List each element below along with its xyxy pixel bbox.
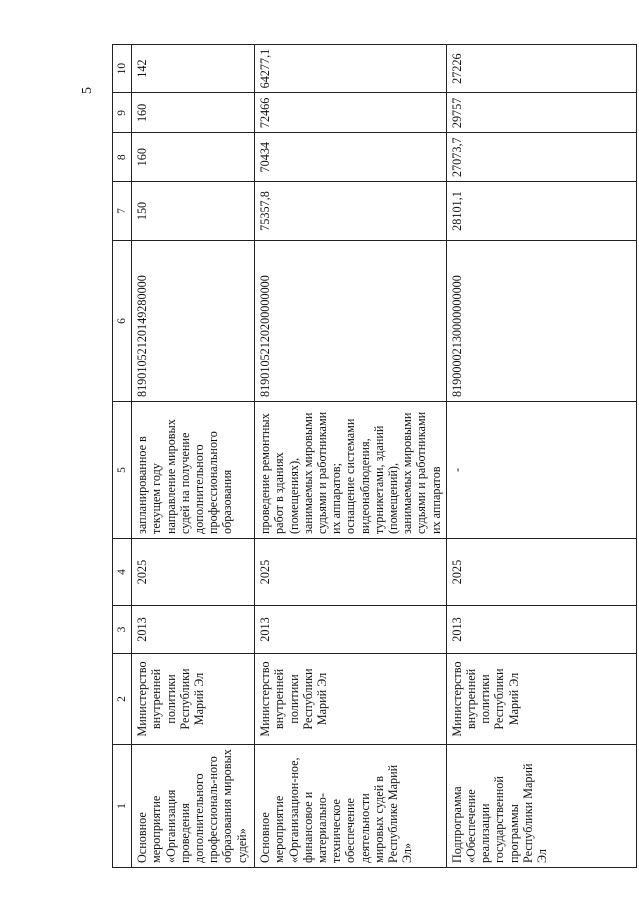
cell-budget-code: 81901052120200000000: [255, 241, 447, 402]
column-header: 8: [113, 133, 132, 182]
program-measures-table: [112, 44, 637, 868]
column-header: 7: [113, 182, 132, 241]
table-row: [446, 44, 636, 867]
table-header-row: [113, 44, 132, 867]
cell-value-col9: 72466: [255, 93, 447, 133]
cell-value-col9: 160: [132, 93, 255, 133]
cell-value-col10: 64277,1: [255, 44, 447, 93]
cell-value-col7: 28101,1: [446, 182, 636, 241]
column-header: 5: [113, 402, 132, 539]
cell-value-col8: 70434: [255, 133, 447, 182]
cell-start-year: 2013: [132, 606, 255, 654]
cell-budget-code: 81900002130000000000: [446, 241, 636, 402]
cell-expected-result: запланированное в текущем году направление мировых судей на получение дополнительного профессионального образования: [132, 402, 255, 539]
column-header: 2: [113, 654, 132, 745]
cell-expected-result: -: [446, 402, 636, 539]
cell-value-col9: 29757: [446, 93, 636, 133]
cell-value-col8: 27073,7: [446, 133, 636, 182]
cell-start-year: 2013: [255, 606, 447, 654]
cell-start-year: 2013: [446, 606, 636, 654]
cell-measure-name: Основное мероприятие «Организация проведения дополнительного профессиональ-ного образования мировых судей»: [132, 745, 255, 868]
cell-measure-name: Подпрограмма «Обеспечение реализации государственной программы Республики Марий Эл: [446, 745, 636, 868]
cell-value-col10: 27226: [446, 44, 636, 93]
page-number: 5: [80, 87, 95, 94]
column-header: 3: [113, 606, 132, 654]
cell-end-year: 2025: [132, 539, 255, 606]
column-header: 4: [113, 539, 132, 606]
cell-end-year: 2025: [446, 539, 636, 606]
cell-executor: Министерство внутренней политики Республики Марий Эл: [255, 654, 447, 745]
cell-expected-result: проведение ремонтных работ в зданиях (помещениях), занимаемых мировыми судьями и работниками их аппаратов; оснащение системами видеонаблюдения, турникетами, зданий (помещений), занимаемых мировыми судьями и работниками их аппаратов: [255, 402, 447, 539]
column-header: 6: [113, 241, 132, 402]
column-header: 1: [113, 745, 132, 868]
column-header: 9: [113, 93, 132, 133]
column-header: 10: [113, 44, 132, 93]
cell-executor: Министерство внутренней политики Республики Марий Эл: [446, 654, 636, 745]
table-row: [255, 44, 447, 867]
cell-value-col7: 75357,8: [255, 182, 447, 241]
cell-value-col8: 160: [132, 133, 255, 182]
cell-executor: Министерство внутренней политики Республики Марий Эл: [132, 654, 255, 745]
table-row: [132, 44, 255, 867]
cell-value-col10: 142: [132, 44, 255, 93]
cell-budget-code: 81901052120149280000: [132, 241, 255, 402]
cell-measure-name: Основное мероприятие «Организацион-ное, финансовое и материально-техническое обеспечение деятельности мировых судей в Республике Марий Эл»: [255, 745, 447, 868]
cell-end-year: 2025: [255, 539, 447, 606]
cell-value-col7: 150: [132, 182, 255, 241]
